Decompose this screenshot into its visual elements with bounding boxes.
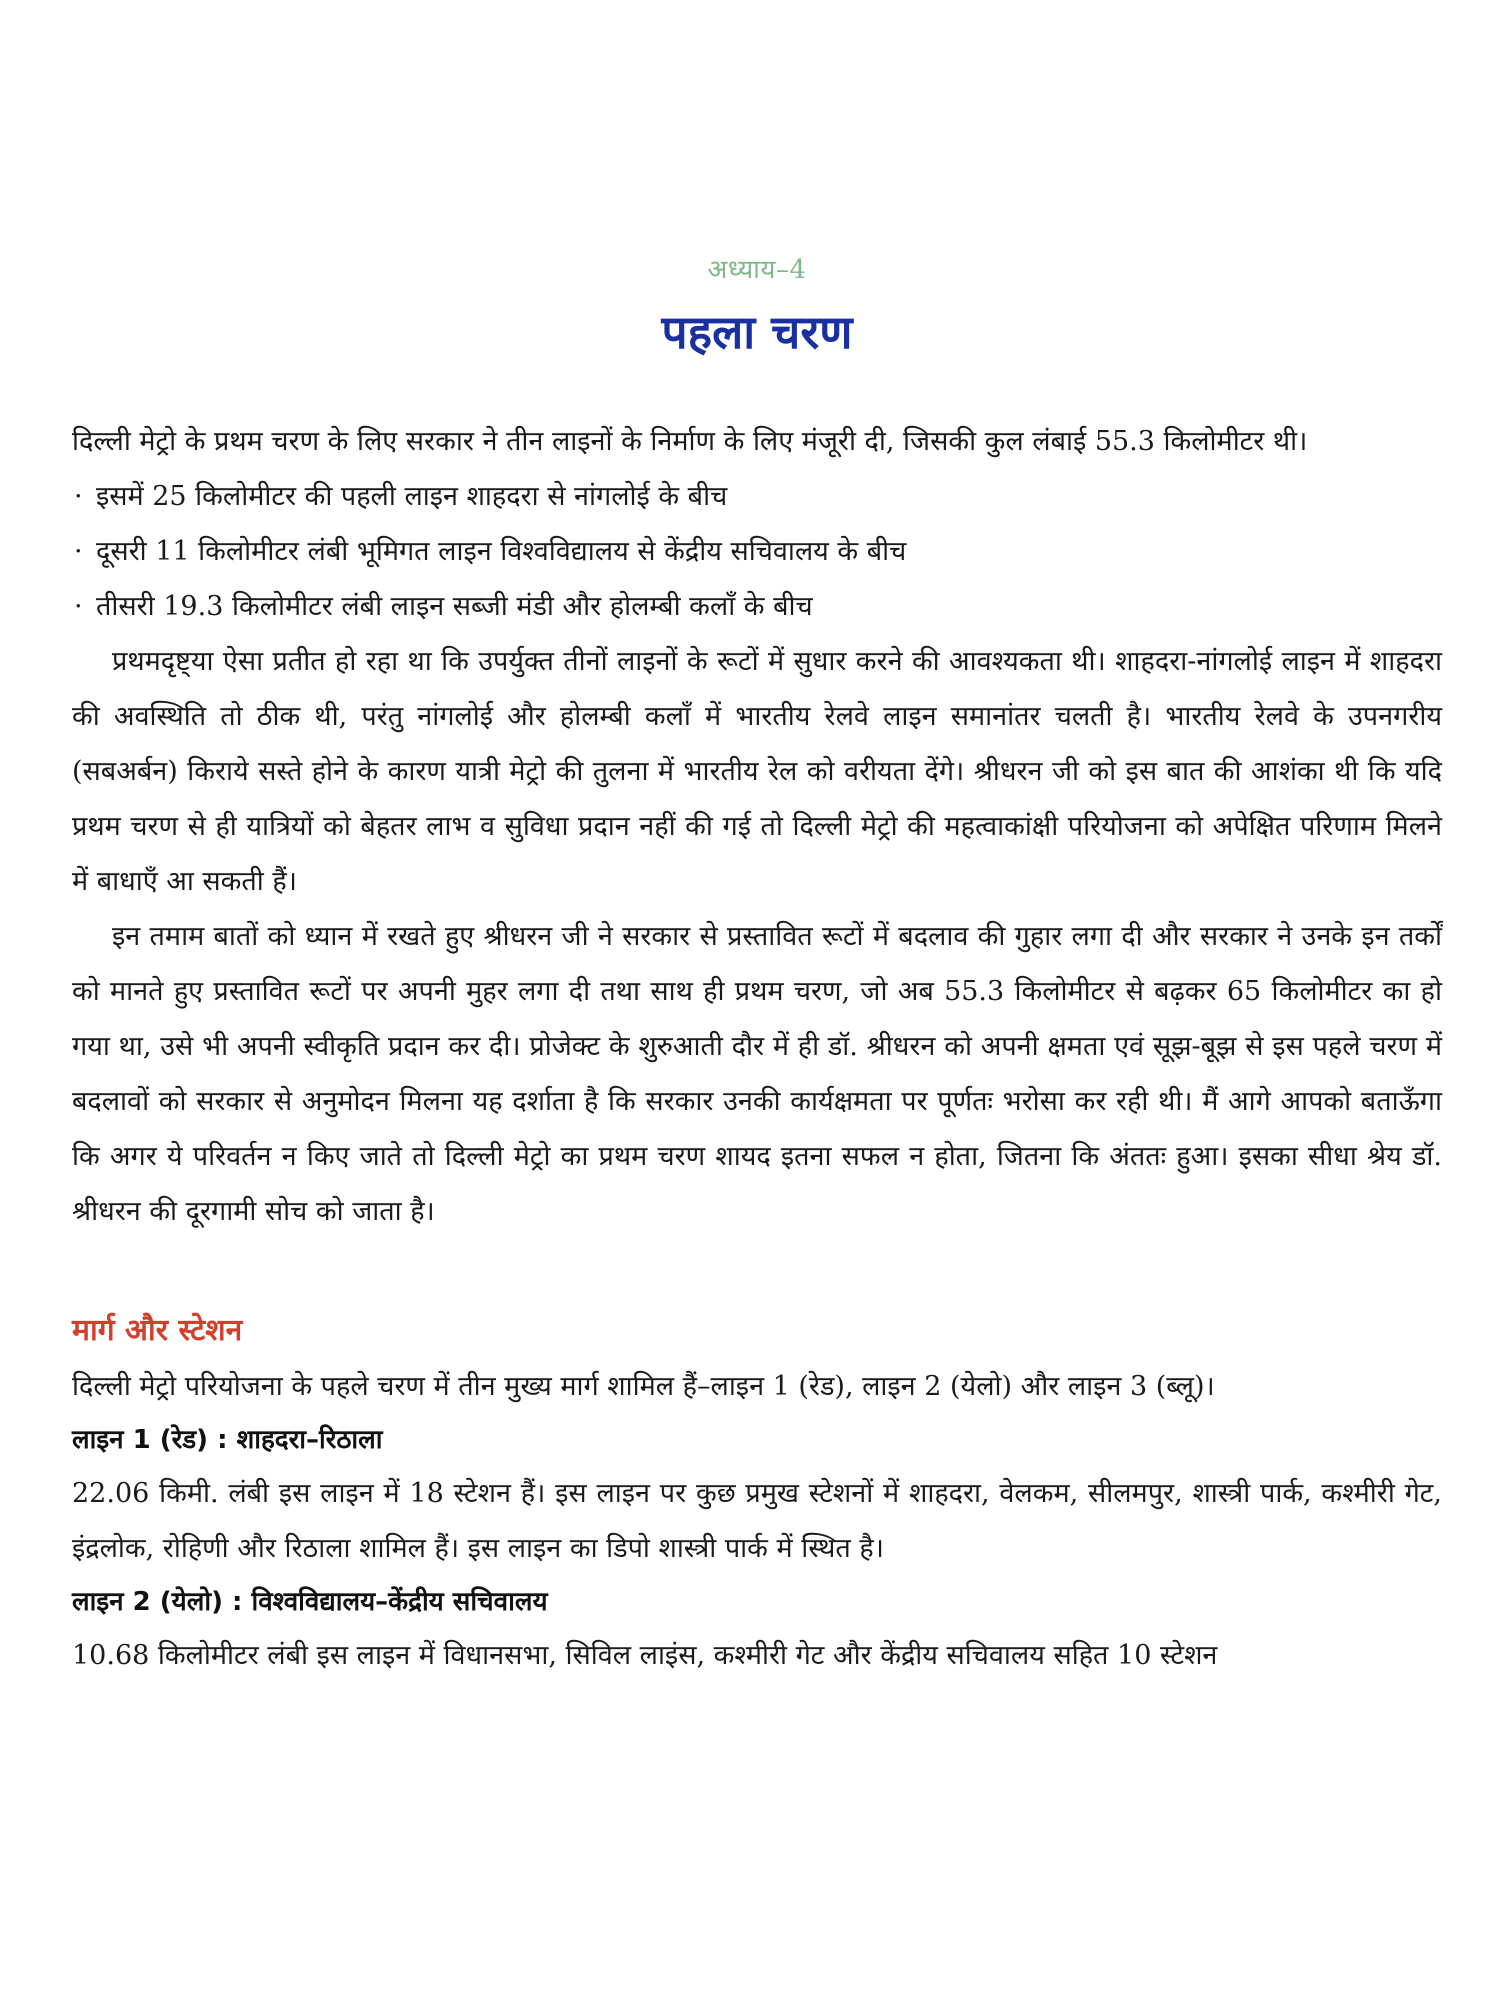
line-2-heading: लाइन 2 (येलो) : विश्वविद्यालय–केंद्रीय सचिवालय — [72, 1587, 548, 1617]
bullet-text: तीसरी 19.3 किलोमीटर लंबी लाइन सब्जी मंडी और होलम्बी कलाँ के बीच — [96, 591, 813, 622]
bullet-text: दूसरी 11 किलोमीटर लंबी भूमिगत लाइन विश्वविद्यालय से केंद्रीय सचिवालय के बीच — [96, 536, 907, 567]
line-2-text: 10.68 किलोमीटर लंबी इस लाइन में विधानसभा, सिविल लाइंस, कश्मीरी गेट और केंद्रीय सचिवालय सहित 10 स्टेशन — [72, 1640, 1218, 1671]
bullet-item-2 — [72, 524, 1442, 579]
bullet-marker: · — [74, 536, 83, 567]
line-1-heading: लाइन 1 (रेड) : शाहदरा–रिठाला — [72, 1425, 383, 1455]
chapter-label: अध्याय–4 — [707, 255, 807, 285]
line-1-text: 22.06 किमी. लंबी इस लाइन में 18 स्टेशन हैं। इस लाइन पर कुछ प्रमुख स्टेशनों में शाहदरा, वेलकम, सीलमपुर, शास्त्री पार्क, कश्मीरी गेट, इंद्रलोक, रोहिणी और रिठाला शामिल हैं। इस लाइन का डिपो शास्त्री पार्क में स्थित है। — [72, 1478, 1442, 1564]
body-paragraph-2: इन तमाम बातों को ध्यान में रखते हुए श्रीधरन जी ने सरकार से प्रस्तावित रूटों में बदलाव की गुहार लगा दी और सरकार ने उनके इन तर्कों को मानते हुए प्रस्तावित रूटों पर अपनी मुहर लगा दी तथा साथ ही प्रथम चरण, जो अब 55.3 किलोमीटर से बढ़कर 65 किलोमीटर का हो गया था, उसे भी अपनी स्वीकृति प्रदान कर दी। प्रोजेक्ट के शुरुआती दौर में ही डॉ. श्रीधरन को अपनी क्षमता एवं सूझ-बूझ से इस पहले चरण में बदलावों को सरकार से अनुमोदन मिलना यह दर्शाता है कि सरकार उनकी कार्यक्षमता पर पूर्णतः भरोसा कर रही थी। मैं आगे आपको बताऊँगा कि अगर ये परिवर्तन न किए जाते तो दिल्ली मेट्रो का प्रथम चरण शायद इतना सफल न होता, जितना कि अंततः हुआ। इसका सीधा श्रेय डॉ. श्रीधरन की दूरगामी सोच को जाता है। — [72, 921, 1442, 1227]
body-paragraph-1: प्रथमदृष्ट्या ऐसा प्रतीत हो रहा था कि उपर्युक्त तीनों लाइनों के रूटों में सुधार करने की आवश्यकता थी। शाहदरा-नांगलोई लाइन में शाहदरा की अवस्थिति तो ठीक थी, परंतु नांगलोई और होलम्बी कलाँ में भारतीय रेलवे लाइन समानांतर चलती है। भारतीय रेलवे के उपनगरीय (सबअर्बन) किराये सस्ते होने के कारण यात्री मेट्रो की तुलना में भारतीय रेल को वरीयता देंगे। श्रीधरन जी को इस बात की आशंका थी कि यदि प्रथम चरण से ही यात्रियों को बेहतर लाभ व सुविधा प्रदान नहीं की गई तो दिल्ली मेट्रो की महत्वाकांक्षी परियोजना को अपेक्षित परिणाम मिलने में बाधाएँ आ सकती हैं। — [72, 646, 1442, 897]
bullet-item-3 — [72, 579, 1442, 634]
routes-intro: दिल्ली मेट्रो परियोजना के पहले चरण में तीन मुख्य मार्ग शामिल हैं–लाइन 1 (रेड), लाइन 2 (येलो) और लाइन 3 (ब्लू)। — [72, 1371, 1215, 1402]
bullet-marker: · — [74, 481, 83, 512]
section-heading-routes: मार्ग और स्टेशन — [72, 1313, 243, 1348]
document-page — [72, 250, 1442, 1683]
bullet-item-1 — [72, 469, 1442, 524]
chapter-title: पहला चरण — [661, 305, 853, 359]
intro-paragraph: दिल्ली मेट्रो के प्रथम चरण के लिए सरकार ने तीन लाइनों के निर्माण के लिए मंजूरी दी, जिसकी कुल लंबाई 55.3 किलोमीटर थी। — [72, 426, 1308, 457]
bullet-marker: · — [74, 591, 83, 622]
bullet-text: इसमें 25 किलोमीटर की पहली लाइन शाहदरा से नांगलोई के बीच — [96, 481, 728, 512]
